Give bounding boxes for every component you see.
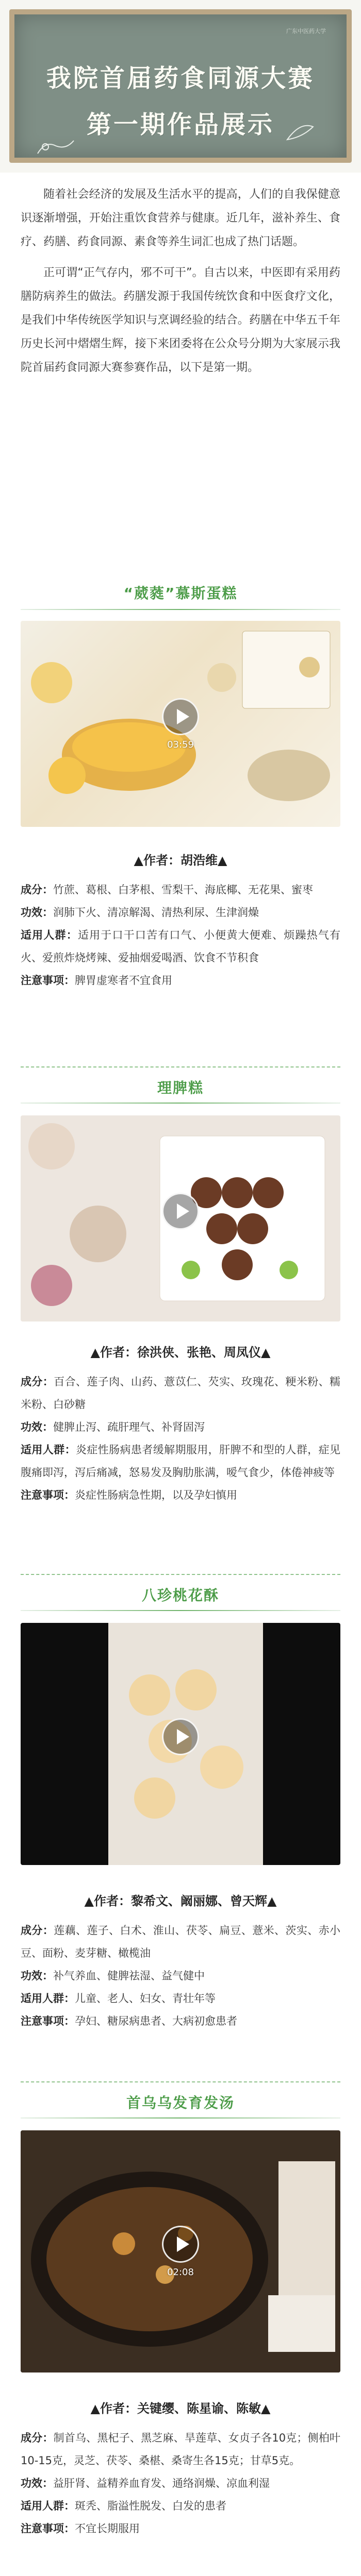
caution-line	[21, 2010, 340, 2032]
effect-line	[21, 901, 340, 924]
divider	[21, 609, 340, 610]
value: 儿童、老人、妇女、青壮年等	[75, 1992, 216, 2005]
caution-line	[21, 969, 340, 992]
value: 脾胃虚寒者不宜食用	[75, 974, 172, 987]
value: 竹蔗、葛根、白茅根、雪梨干、海底椰、无花果、蜜枣	[53, 884, 313, 896]
value: 孕妇、糖尿病患者、大病初愈患者	[75, 2015, 237, 2027]
value: 莲藕、莲子、白术、淮山、茯苓、扁豆、薏米、茨实、赤小豆、面粉、麦芽糖、橄榄油	[21, 1924, 341, 1959]
chalk-leaf-icon	[285, 122, 316, 142]
video-player[interactable]	[21, 621, 340, 827]
entry-details	[21, 2427, 340, 2540]
play-icon[interactable]	[162, 1193, 199, 1230]
watermark: 广东中医药大学	[286, 28, 326, 35]
entry-details	[21, 1919, 340, 2032]
video-player[interactable]	[21, 1623, 340, 1865]
divider	[21, 1103, 340, 1104]
play-icon[interactable]	[162, 1718, 199, 1755]
audience-line	[21, 1987, 340, 2010]
label: 成分：	[21, 1376, 54, 1388]
entry-author: ▲作者：黎希文、阚丽娜、曾天辉▲	[84, 1894, 277, 1908]
divider	[21, 1066, 340, 1067]
value: 健脾止泻、疏肝理气、补肾固泻	[53, 1421, 205, 1433]
ingredients-line	[21, 2427, 340, 2472]
header-banner	[0, 0, 361, 173]
effect-line	[21, 1964, 340, 1987]
video-duration: 03:59	[167, 739, 194, 750]
banner-title: 我院首届药食同源大赛	[46, 64, 315, 93]
label: 功效：	[21, 1970, 53, 1982]
entry-title: 首乌乌发育发汤	[126, 2094, 235, 2111]
value: 百合、莲子肉、山药、薏苡仁、芡实、玫瑰花、粳米粉、糯米粉、白砂糖	[21, 1376, 341, 1411]
caution-line	[21, 1484, 340, 1506]
ingredients-line	[21, 1370, 340, 1416]
chalk-cat-icon	[35, 135, 76, 156]
label: 功效：	[21, 1421, 53, 1433]
chalkboard	[9, 9, 352, 163]
video-player[interactable]	[21, 1115, 340, 1321]
entry-details	[21, 878, 340, 992]
label: 适用人群：	[21, 929, 78, 941]
label: 成分：	[21, 884, 53, 896]
effect-line	[21, 1416, 340, 1438]
value: 润肺下火、清凉解渴、清热利尿、生津润燥	[53, 906, 259, 919]
value: 补气养血、健脾祛湿、益气健中	[53, 1970, 205, 1982]
value: 斑秃、脂溢性脱发、白发的患者	[75, 2500, 226, 2512]
label: 注意事项：	[21, 1489, 75, 1501]
video-duration: 02:08	[167, 2267, 194, 2278]
label: 功效：	[21, 906, 53, 919]
label: 适用人群：	[21, 2500, 75, 2512]
video-player[interactable]	[21, 2130, 340, 2372]
banner-subtitle: 第一期作品展示	[86, 110, 274, 139]
play-icon[interactable]	[162, 2226, 199, 2263]
label: 成分：	[21, 2432, 54, 2444]
intro-paragraph-1: 随着社会经济的发展及生活水平的提高，人们的自我保健意识逐渐增强，开始注重饮食营养与健康。近几年，滋补养生、食疗、药膳、药食同源、素食等养生词汇也成了热门话题。	[21, 188, 340, 248]
value: 炎症性肠病患者缓解期服用，肝脾不和型的人群，症见腹痛即泻，泻后痛减，怒易发及胸肋胀满，嗳气食少，体倦神疲等	[21, 1444, 341, 1479]
label: 注意事项：	[21, 2015, 75, 2027]
intro-text	[21, 183, 340, 387]
caution-line	[21, 2517, 340, 2540]
label: 适用人群：	[21, 1444, 76, 1456]
entry-title: 八珍桃花酥	[141, 1587, 219, 1604]
label: 注意事项：	[21, 974, 75, 987]
divider	[21, 2081, 340, 2082]
entry-author: ▲作者：关键缨、陈星谕、陈敏▲	[90, 2401, 271, 2416]
divider	[21, 1574, 340, 1575]
value: 益肝肾、益精养血育发、通络润燥、凉血利湿	[53, 2477, 270, 2489]
audience-line	[21, 2495, 340, 2517]
value: 不宜长期服用	[75, 2522, 140, 2535]
ingredients-line	[21, 1919, 340, 1964]
label: 注意事项：	[21, 2522, 75, 2535]
value: 制首乌、黑杞子、黑芝麻、旱莲草、女贞子各10克；侧柏叶10-15克，灵芝、茯苓、桑椹、桑寄生各15克；甘草5克。	[21, 2432, 340, 2467]
audience-line	[21, 924, 340, 969]
effect-line	[21, 2472, 340, 2495]
intro-paragraph-2: 正可谓“正气存内，邪不可干”。自古以来，中医即有采用药膳防病养生的做法。药膳发源于我国传统饮食和中医食疗文化，是我们中华传统医学知识与烹调经验的结合。药膳在中华五千年历史长河中熠熠生辉，接下来团委将在公众号分期为大家展示我院首届药食同源大赛参赛作品，以下是第一期。	[21, 266, 340, 374]
label: 成分：	[21, 1924, 54, 1937]
divider	[21, 1610, 340, 1611]
entry-title: 理脾糕	[157, 1079, 204, 1096]
entry-author: ▲作者：胡浩维▲	[134, 853, 227, 868]
divider	[21, 2117, 340, 2119]
entry-title: “葳蕤”慕斯蛋糕	[123, 585, 238, 602]
value: 炎症性肠病急性期，以及孕妇慎用	[75, 1489, 237, 1501]
entry-details	[21, 1370, 340, 1506]
entry-author: ▲作者：徐洪侠、张艳、周凤仪▲	[90, 1345, 271, 1360]
audience-line	[21, 1438, 340, 1484]
label: 适用人群：	[21, 1992, 75, 2005]
ingredients-line	[21, 878, 340, 901]
play-icon[interactable]	[162, 698, 199, 735]
value: 适用于口干口苦有口气、小便黄大便难、烦躁热气有火、爱煎炸烧烤辣、爱抽烟爱喝酒、饮食不节积食	[21, 929, 341, 964]
label: 功效：	[21, 2477, 53, 2489]
